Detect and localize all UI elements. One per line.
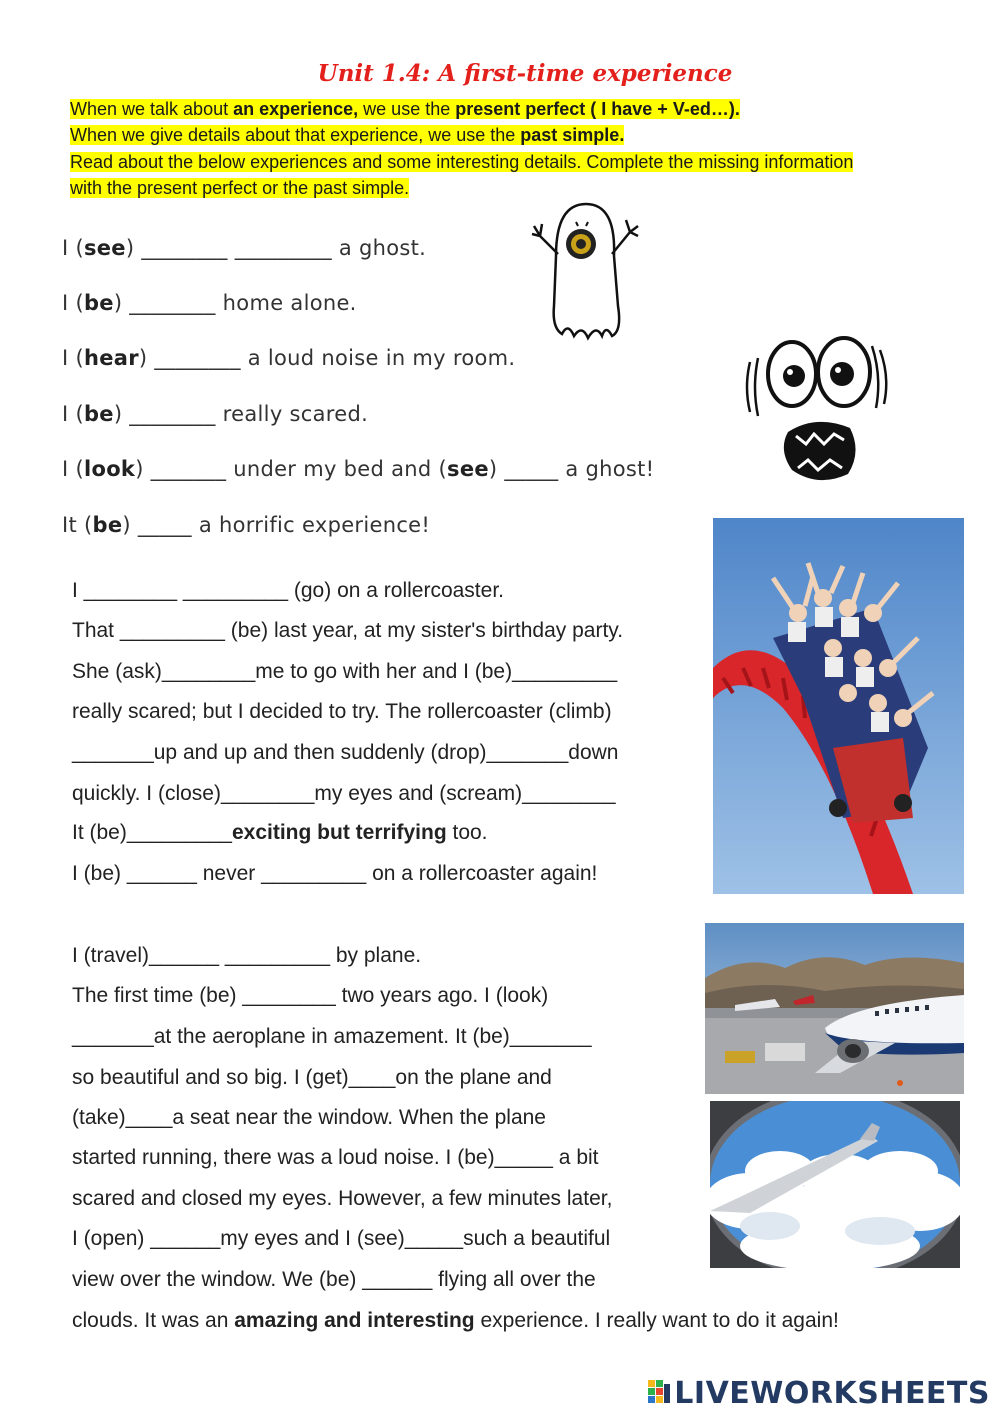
rollercoaster-line: quickly. I (close)________my eyes and (scream)________ [72,782,616,805]
plane-line: _______at the aeroplane in amazement. It (be)_______ [72,1025,592,1048]
plane-line: scared and closed my eyes. However, a few minutes later, [72,1187,613,1210]
plane-line: so beautiful and so big. I (get)____on the plane and [72,1066,552,1089]
rollercoaster-line: I (be) ______ never _________ on a rollercoaster again! [72,862,598,885]
ghost-story-line: I (be) ________ really scared. [62,402,369,426]
intro-line-3: Read about the below experiences and some interesting details. Complete the missing information [70,152,854,172]
rollercoaster-photo [713,518,964,894]
ghost-story-line: I (see) ________ _________ a ghost. [62,236,427,260]
ghost-story-line: It (be) _____ a horrific experience! [62,513,431,537]
rollercoaster-line: I ________ _________ (go) on a rollercoaster. [72,579,504,602]
plane-line: I (travel)______ _________ by plane. [72,944,422,967]
rollercoaster-line: _______up and up and then suddenly (drop)_______down [72,741,619,764]
ghost-story-line: I (look) _______ under my bed and (see) _____ a ghost! [62,457,655,481]
plane-line: view over the window. We (be) ______ flying all over the [72,1268,596,1291]
plane-line: (take)____a seat near the window. When the plane [72,1106,546,1129]
airport-plane-photo [705,923,964,1094]
intro-line-2: When we give details about that experience, we use the past simple. [70,125,625,145]
liveworksheets-logo[interactable] [648,1376,990,1411]
rollercoaster-line: It (be)_________exciting but terrifying too. [72,821,488,844]
rollercoaster-line: really scared; but I decided to try. The rollercoaster (climb) [72,700,612,723]
liveworksheets-logo-text: LIVEWORKSHEETS [674,1376,990,1411]
plane-line: I (open) ______my eyes and I (see)_____such a beautiful [72,1227,611,1250]
worksheet-title: Unit 1.4: A first-time experience [317,60,733,87]
ghost-story-line: I (hear) ________ a loud noise in my room. [62,346,516,370]
intro-line-4: with the present perfect or the past simple. [70,178,410,198]
intro-line-1: When we talk about an experience, we use the present perfect ( I have + V-ed…). [70,99,740,119]
ghost-illustration [526,196,644,346]
rollercoaster-line: That _________ (be) last year, at my sister's birthday party. [72,619,624,642]
plane-line: The first time (be) ________ two years ago. I (look) [72,984,549,1007]
rollercoaster-line: She (ask)________me to go with her and I (be)_________ [72,660,618,683]
airplane-window-photo [710,1101,960,1268]
ghost-story-line: I (be) ________ home alone. [62,291,357,315]
scared-face-illustration [740,332,896,484]
liveworksheets-logo-icon [648,1380,670,1406]
plane-line: clouds. It was an amazing and interesting experience. I really want to do it again! [72,1309,839,1332]
plane-line: started running, there was a loud noise. I (be)_____ a bit [72,1146,599,1169]
